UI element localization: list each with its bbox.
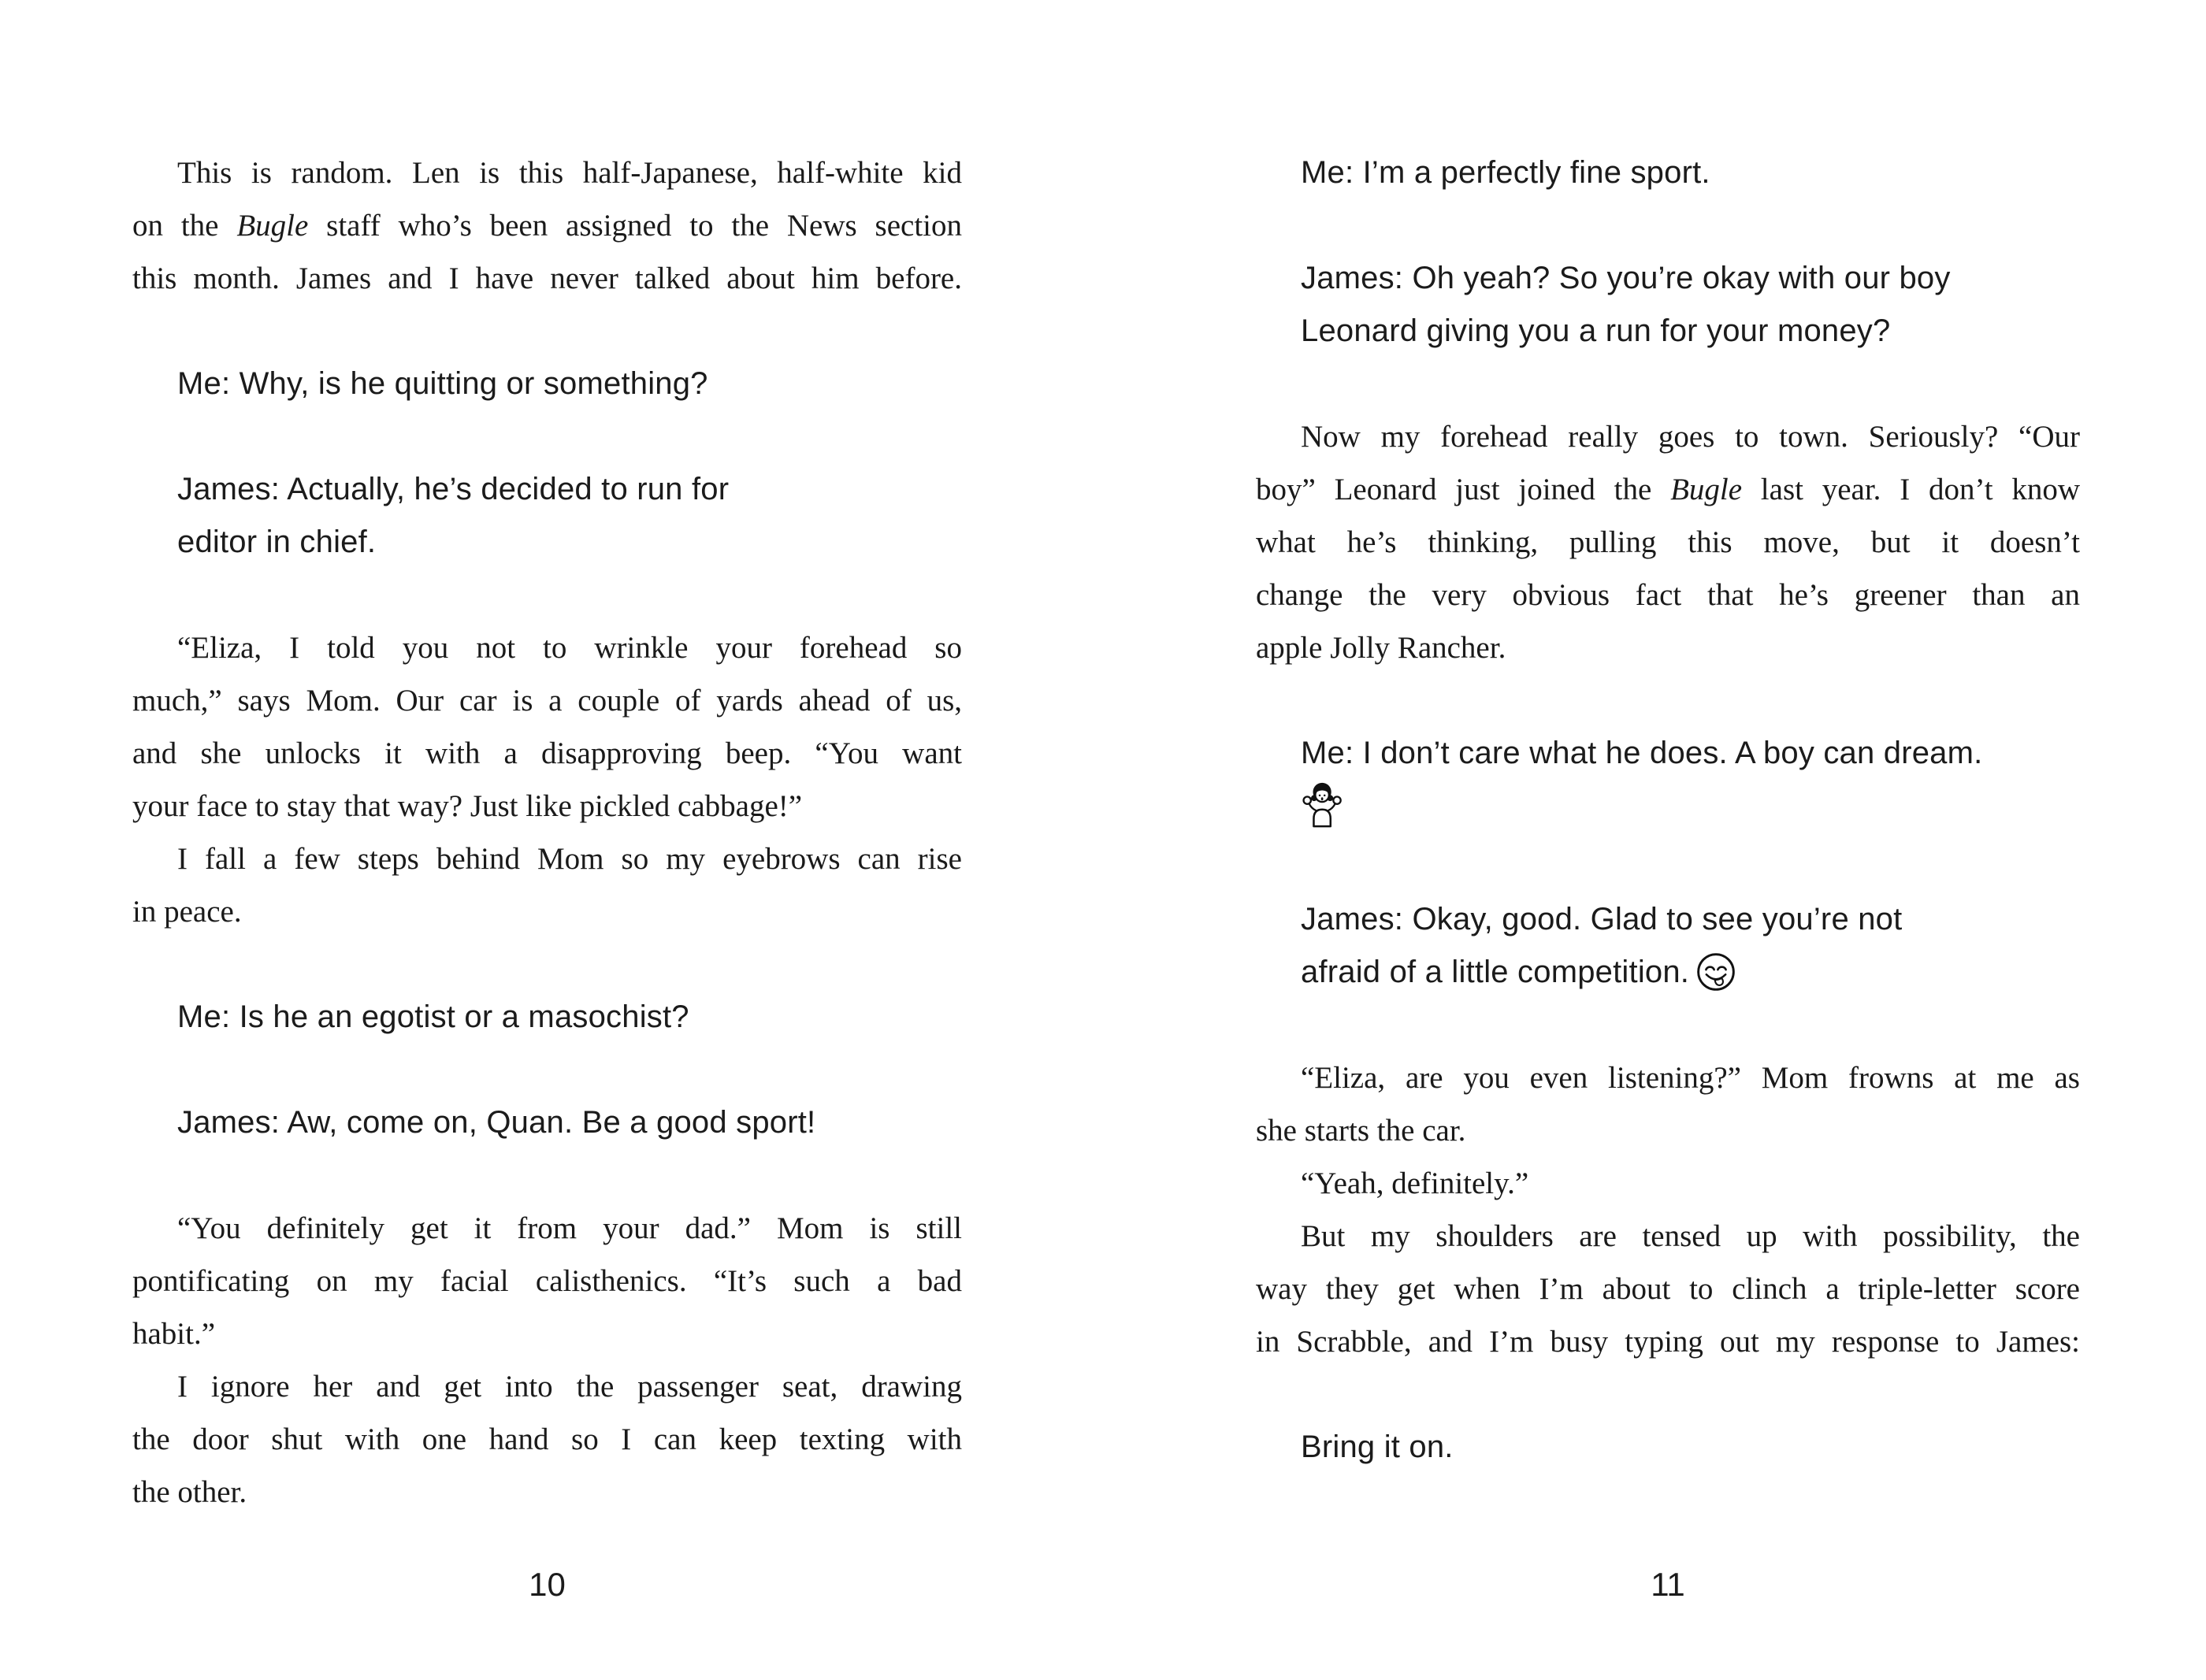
text-line bbox=[132, 780, 962, 833]
text-run: Now my forehead really goes to town. Seriously? “Our bbox=[1301, 420, 2080, 454]
text-run: on the bbox=[132, 209, 237, 243]
text-run: the other. bbox=[132, 1475, 247, 1509]
face-with-tongue-icon bbox=[1695, 951, 1736, 992]
text-run: “Eliza, are you even listening?” Mom frowns at me as bbox=[1301, 1061, 2080, 1095]
narrative-paragraph bbox=[132, 146, 962, 305]
text-run: But my shoulders are tensed up with possibility, the bbox=[1301, 1219, 2080, 1253]
text-run: James: Oh yeah? So you’re okay with our boy bbox=[1301, 261, 1951, 295]
narrative-paragraph bbox=[132, 1360, 962, 1519]
text-line bbox=[1256, 410, 2080, 463]
text-run: the door shut with one hand so I can keep texting with bbox=[132, 1422, 962, 1456]
text-line bbox=[1301, 146, 2080, 199]
text-line bbox=[177, 463, 962, 516]
text-line bbox=[1301, 1421, 2080, 1474]
text-line bbox=[177, 516, 962, 569]
text-run: Me: Why, is he quitting or something? bbox=[177, 366, 708, 401]
italic-text-run: Bugle bbox=[236, 209, 309, 243]
person-shrugging-icon bbox=[1301, 780, 1343, 829]
narrative-paragraph bbox=[1256, 1157, 2080, 1210]
text-line bbox=[132, 199, 962, 252]
text-run: This is random. Len is this half-Japanese, half-white kid bbox=[177, 156, 962, 190]
text-run: afraid of a little competition. bbox=[1301, 955, 1690, 989]
text-run: change the very obvious fact that he’s greener than an bbox=[1256, 578, 2080, 612]
text-line bbox=[1256, 569, 2080, 621]
text-run: Me: Is he an egotist or a masochist? bbox=[177, 999, 689, 1034]
text-run: way they get when I’m about to clinch a triple-letter score bbox=[1256, 1272, 2080, 1306]
chat-message bbox=[1301, 893, 2080, 999]
text-line bbox=[1301, 946, 2080, 999]
italic-text-run: Bugle bbox=[1670, 473, 1743, 506]
text-line bbox=[177, 358, 962, 410]
text-run: I fall a few steps behind Mom so my eyebrows can rise bbox=[177, 842, 962, 876]
text-line bbox=[1256, 1157, 2080, 1210]
narrative-paragraph bbox=[132, 621, 962, 833]
chat-message bbox=[1301, 727, 2080, 840]
book-page-right bbox=[1256, 0, 2080, 1680]
text-run: “You definitely get it from your dad.” Mom is still bbox=[177, 1211, 962, 1245]
page-text-column bbox=[1256, 0, 2080, 1474]
text-line bbox=[132, 727, 962, 780]
narrative-paragraph bbox=[1256, 1210, 2080, 1368]
text-line bbox=[132, 621, 962, 674]
text-run: in peace. bbox=[132, 895, 242, 929]
text-line bbox=[1256, 463, 2080, 516]
text-run: and she unlocks it with a disapproving beep. “You want bbox=[132, 736, 962, 770]
text-line bbox=[1256, 1104, 2080, 1157]
text-run: in Scrabble, and I’m busy typing out my response to James: bbox=[1256, 1325, 2080, 1359]
narrative-paragraph bbox=[132, 1202, 962, 1360]
chat-message bbox=[1301, 146, 2080, 199]
text-run: much,” says Mom. Our car is a couple of yards ahead of us, bbox=[132, 684, 962, 718]
text-line bbox=[132, 252, 962, 305]
text-run: Bring it on. bbox=[1301, 1430, 1454, 1464]
text-run: Me: I’m a perfectly fine sport. bbox=[1301, 155, 1710, 190]
text-run: what he’s thinking, pulling this move, but it doesn’t bbox=[1256, 525, 2080, 559]
text-run: boy” Leonard just joined the bbox=[1256, 473, 1671, 506]
text-line bbox=[1301, 252, 2080, 305]
text-run: Leonard giving you a run for your money? bbox=[1301, 313, 1891, 348]
text-line bbox=[132, 1413, 962, 1466]
text-run: Me: I don’t care what he does. A boy can dream. bbox=[1301, 736, 1983, 770]
text-run: I ignore her and get into the passenger seat, drawing bbox=[177, 1370, 962, 1404]
text-run: James: Aw, come on, Quan. Be a good sport! bbox=[177, 1105, 816, 1140]
text-line bbox=[1256, 1210, 2080, 1263]
text-line bbox=[1301, 780, 2080, 840]
text-line bbox=[132, 1255, 962, 1307]
page-text-column bbox=[132, 0, 962, 1519]
text-line bbox=[1256, 1315, 2080, 1368]
narrative-paragraph bbox=[1256, 410, 2080, 674]
page-number: 11 bbox=[1651, 1566, 1685, 1603]
text-line bbox=[132, 1466, 962, 1519]
chat-message bbox=[177, 1096, 962, 1149]
text-line bbox=[177, 1096, 962, 1149]
text-run: “Yeah, definitely.” bbox=[1301, 1166, 1529, 1200]
chat-message bbox=[1301, 252, 2080, 358]
chat-message bbox=[1301, 1421, 2080, 1474]
text-line bbox=[1301, 893, 2080, 946]
text-run: last year. I don’t know bbox=[1742, 473, 2081, 506]
text-line bbox=[132, 674, 962, 727]
text-line bbox=[132, 1360, 962, 1413]
text-run: pontificating on my facial calisthenics. “It’s such a bad bbox=[132, 1264, 962, 1298]
text-run: James: Actually, he’s decided to run for bbox=[177, 472, 730, 506]
text-line bbox=[1256, 516, 2080, 569]
page-number: 10 bbox=[529, 1566, 566, 1603]
text-line bbox=[132, 833, 962, 885]
text-run: habit.” bbox=[132, 1317, 216, 1351]
text-run: “Eliza, I told you not to wrinkle your forehead so bbox=[177, 631, 962, 665]
narrative-paragraph bbox=[1256, 1051, 2080, 1157]
text-line bbox=[132, 885, 962, 938]
text-line bbox=[1256, 621, 2080, 674]
text-run: she starts the car. bbox=[1256, 1114, 1466, 1148]
narrative-paragraph bbox=[132, 833, 962, 938]
text-line bbox=[1301, 305, 2080, 358]
text-line bbox=[132, 1202, 962, 1255]
book-page-left bbox=[132, 0, 962, 1680]
text-run: apple Jolly Rancher. bbox=[1256, 631, 1506, 665]
chat-message bbox=[177, 463, 962, 569]
text-line bbox=[1256, 1263, 2080, 1315]
text-line bbox=[1301, 727, 2080, 780]
text-line bbox=[1256, 1051, 2080, 1104]
text-run: staff who’s been assigned to the News section bbox=[308, 209, 962, 243]
text-line bbox=[132, 1307, 962, 1360]
chat-message bbox=[177, 991, 962, 1044]
text-run: editor in chief. bbox=[177, 525, 377, 559]
chat-message bbox=[177, 358, 962, 410]
text-line bbox=[177, 991, 962, 1044]
text-run: your face to stay that way? Just like pickled cabbage!” bbox=[132, 789, 803, 823]
text-line bbox=[132, 146, 962, 199]
text-run: this month. James and I have never talked about him before. bbox=[132, 261, 962, 295]
text-run: James: Okay, good. Glad to see you’re not bbox=[1301, 902, 1903, 936]
